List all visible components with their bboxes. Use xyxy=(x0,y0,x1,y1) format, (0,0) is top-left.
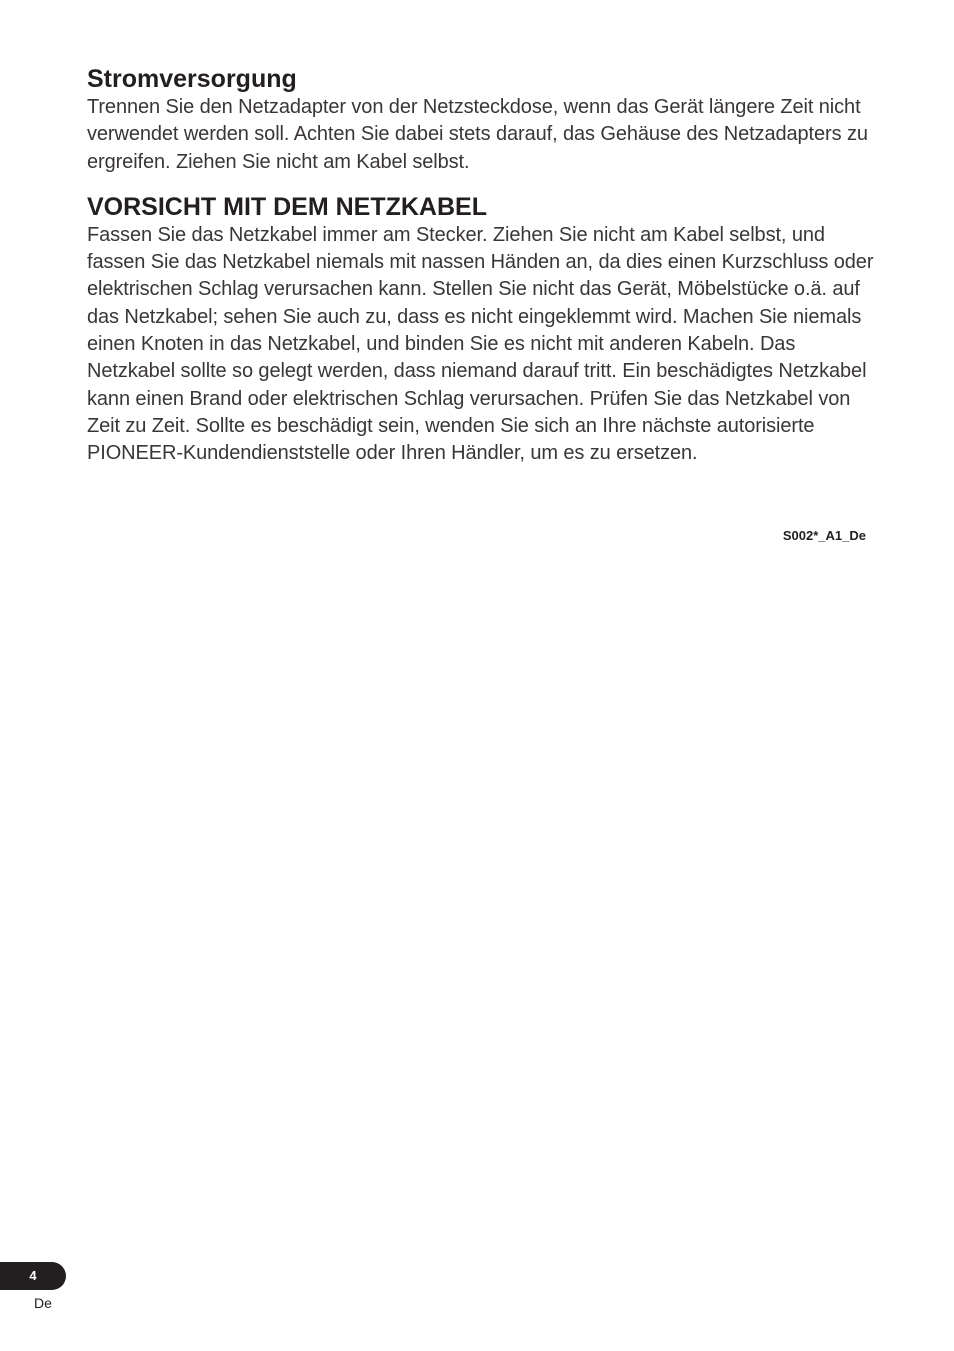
page-number: 4 xyxy=(29,1268,37,1283)
section-text-power-supply: Trennen Sie den Netzadapter von der Netzsteckdose, wenn das Gerät längere Zeit nicht verwendet werden soll. Achten Sie dabei stets darauf, das Gehäuse des Netzadapters zu ergreifen. Ziehen Sie nicht am Kabel selbst. xyxy=(87,96,868,173)
section-text-power-cord-caution: Fassen Sie das Netzkabel immer am Stecker. Ziehen Sie nicht am Kabel selbst, und fassen Sie das Netzkabel niemals mit nassen Händen an, da dies einen Kurzschluss oder elektrischen Schlag verursachen kann. Stellen Sie nicht das Gerät, Möbelstücke o.ä. auf das Netzkabel; sehen Sie auch zu, dass es nicht eingeklemmt wird. Machen Sie niemals einen Knoten in das Netzkabel, und binden Sie es nicht mit anderen Kabeln. Das Netzkabel sollte so gelegt werden, dass niemand darauf tritt. Ein beschädigtes Netzkabel kann einen Brand oder elektrischen Schlag verursachen. Prüfen Sie das Netzkabel von Zeit zu Zeit. Sollte es beschädigt sein, wenden Sie sich an Ihre nächste autorisierte PIONEER-Kundendienststelle oder Ihren Händler, um es zu ersetzen. xyxy=(87,223,874,465)
section-power-cord-caution xyxy=(87,192,877,468)
section-heading-power-supply: Stromversorgung xyxy=(87,65,297,93)
page-number-tab xyxy=(0,1262,66,1290)
section-heading-power-cord-caution: VORSICHT MIT DEM NETZKABEL xyxy=(87,192,487,221)
document-content xyxy=(87,64,877,468)
language-label: De xyxy=(34,1295,52,1311)
section-power-supply xyxy=(87,64,877,176)
reference-code: S002*_A1_De xyxy=(782,528,866,543)
